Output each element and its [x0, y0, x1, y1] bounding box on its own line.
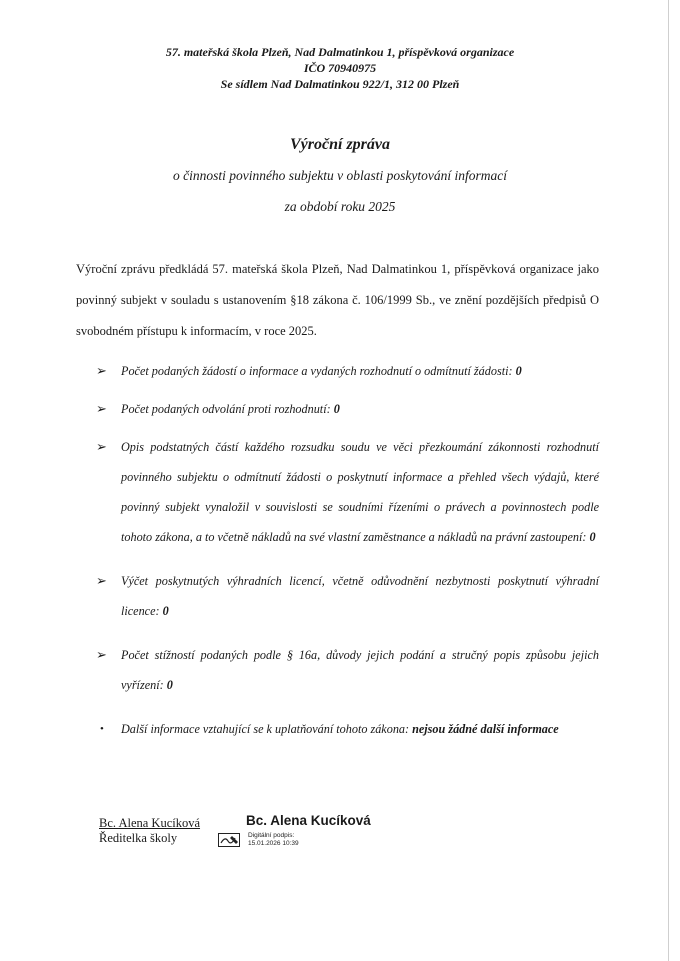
pen-signature-icon: [218, 833, 240, 847]
item-text: Počet podaných odvolání proti rozhodnutí:: [121, 402, 334, 416]
item-value: nejsou žádné další informace: [412, 722, 559, 736]
signatory-name: Bc. Alena Kucíková: [99, 816, 201, 830]
arrow-bullet-icon: ➢: [96, 439, 107, 454]
digital-signature-date: 15.01.2026 10:39: [248, 840, 299, 847]
arrow-bullet-icon: ➢: [96, 363, 107, 378]
list-item: [96, 714, 599, 744]
list-item: [96, 640, 599, 700]
item-text: Opis podstatných částí každého rozsudku soudu ve věci přezkoumání zákonnosti rozhodnutí povinného subjektu o odmítnutí žádosti o poskytnutí informace a přehled všech výdajů, které povinný subjekt vynaložil v souvislosti se soudními řízeními o právech a povinnostech podle tohoto zákona, a to včetně nákladů na své vlastní zaměstnance a nákladů na právní zastoupení:: [121, 440, 599, 544]
item-value: 0: [166, 678, 173, 692]
item-text: Počet stížností podaných podle § 16a, důvody jejich podání a stručný popis způsobu jejich vyřízení:: [121, 648, 599, 692]
signature-block: [99, 816, 200, 846]
item-value: 0: [333, 402, 340, 416]
arrow-bullet-icon: ➢: [96, 401, 107, 416]
arrow-bullet-icon: ➢: [96, 647, 107, 662]
item-text: Počet podaných žádostí o informace a vydaných rozhodnutí o odmítnutí žádosti:: [121, 364, 516, 378]
item-value: 0: [515, 364, 522, 378]
header-school-name: 57. mateřská škola Plzeň, Nad Dalmatinkou 1, příspěvková organizace: [165, 45, 515, 59]
list-item: [96, 432, 599, 552]
arrow-bullet-icon: ➢: [96, 573, 107, 588]
header-ico: IČO 70940975: [303, 61, 377, 75]
list-item: [96, 394, 599, 424]
item-value: 0: [162, 604, 169, 618]
list-item: [96, 356, 599, 386]
intro-text: Výroční zprávu předkládá 57. mateřská škola Plzeň, Nad Dalmatinkou 1, příspěvková organizace jako povinný subjekt v souladu s ustanovením §18 zákona č. 106/1999 Sb., ve znění pozdějších předpisů O svobodném přístupu k informacím, v roce 2025.: [76, 262, 599, 338]
signatory-role: Ředitelka školy: [99, 831, 178, 845]
digital-signature-meta: [248, 832, 299, 848]
intro-paragraph: [76, 254, 599, 347]
dot-bullet-icon: •: [100, 723, 104, 735]
report-items-list: [96, 356, 599, 752]
header-address: Se sídlem Nad Dalmatinkou 922/1, 312 00 Plzeň: [220, 77, 460, 91]
document-period: za období roku 2025: [284, 199, 396, 214]
digital-signature-label: Digitální podpis:: [248, 832, 295, 839]
document-title: Výroční zpráva: [290, 136, 390, 153]
school-header: [0, 44, 680, 92]
document-subtitle: o činnosti povinného subjektu v oblasti poskytování informací: [172, 168, 508, 183]
item-text: Výčet poskytnutých výhradních licencí, včetně odůvodnění nezbytnosti poskytnutí výhradní licence:: [121, 574, 599, 618]
list-item: [96, 566, 599, 626]
item-text: Další informace vztahující se k uplatňování tohoto zákona:: [121, 722, 413, 736]
digital-signature-name: Bc. Alena Kucíková: [246, 813, 371, 828]
item-value: 0: [589, 530, 596, 544]
